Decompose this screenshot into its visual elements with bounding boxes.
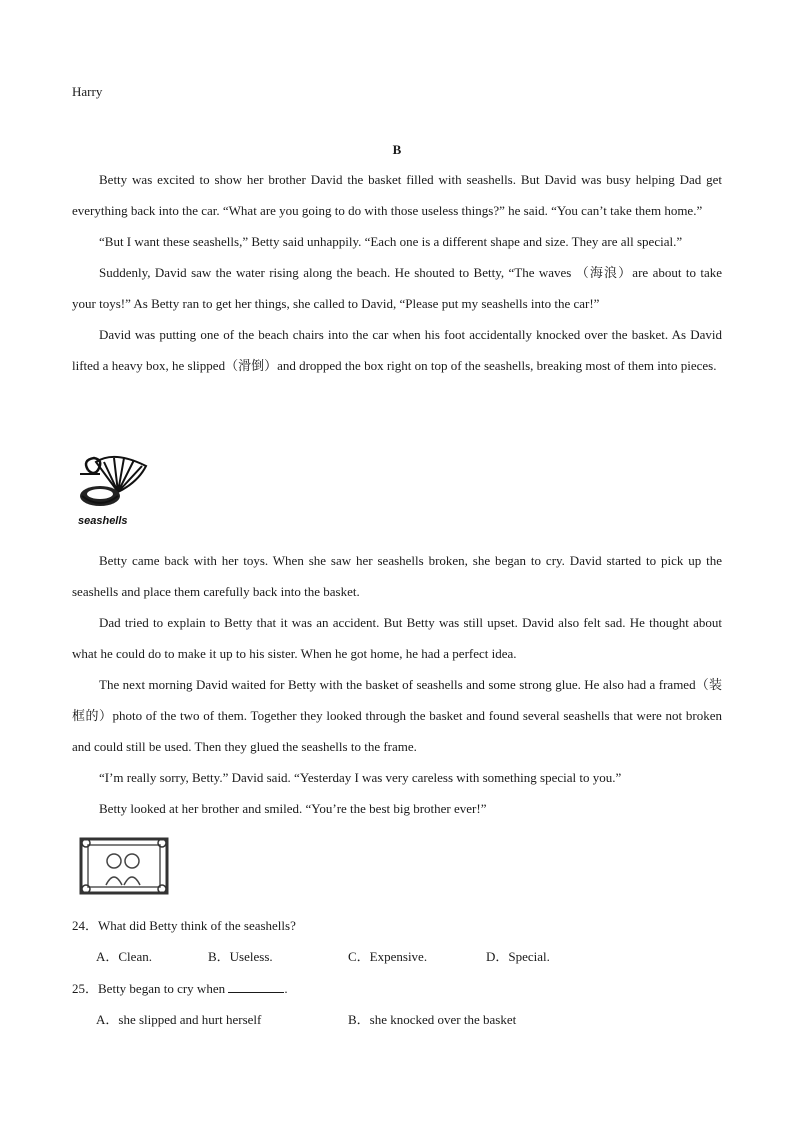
image-caption: seashells [78, 515, 128, 527]
seashells-icon [74, 452, 154, 530]
answer-blank[interactable] [228, 980, 284, 993]
option-letter: B． [208, 949, 230, 964]
paragraph: David was putting one of the beach chairs into the car when his foot accidentally knocked over the basket. As David lifted a heavy box, he slipped（滑倒）and dropped the box right on top of the seashells, breaking most of them into pieces. [72, 327, 722, 373]
question-text: What did Betty think of the seashells? [98, 918, 296, 933]
photo-frame-icon [78, 833, 170, 899]
question-number: 25． [72, 981, 99, 996]
option-letter: D． [486, 949, 509, 964]
paragraph: Suddenly, David saw the water rising along the beach. He shouted to Betty, “The waves （海浪）are about to take your toys!” As Betty ran to get her things, she called to David, “Please put my seashells into the car!” [72, 265, 722, 311]
paragraph: “I’m really sorry, Betty.” David said. “Yesterday I was very careless with something special to you.” [99, 770, 622, 785]
option-text: she knocked over the basket [369, 1012, 517, 1027]
paragraph: Betty came back with her toys. When she saw her seashells broken, she began to cry. David started to pick up the seashells and place them carefully back into the basket. [72, 553, 722, 599]
option-text: Useless. [229, 949, 273, 964]
question-25 [72, 978, 288, 997]
question-24-option-c[interactable] [348, 946, 427, 965]
paragraph: “But I want these seashells,” Betty said unhappily. “Each one is a different shape and size. They are all special.” [99, 234, 683, 249]
framed-photo-illustration [78, 833, 170, 899]
paragraph: Betty was excited to show her brother David the basket filled with seashells. But David was busy helping Dad get everything back into the car. “What are you going to do with those useless things?” he said. “You can’t take them home.” [72, 172, 722, 218]
question-24-option-a[interactable] [96, 946, 152, 965]
option-text: Special. [508, 949, 550, 964]
option-text: she slipped and hurt herself [118, 1012, 262, 1027]
paragraph: The next morning David waited for Betty with the basket of seashells and some strong glue. He also had a framed（装框的）photo of the two of them. Together they looked through the basket and found several seashells that were not broken and could still be used. Then they glued the seashells to the frame. [72, 677, 722, 754]
passage-part-2 [72, 545, 722, 824]
question-24-option-b[interactable] [208, 946, 273, 965]
section-heading: B [392, 142, 402, 157]
letter-signoff: Harry [72, 84, 103, 99]
question-text-end: . [284, 981, 288, 996]
option-letter: B． [348, 1012, 370, 1027]
question-25-option-b[interactable] [348, 1009, 516, 1028]
paragraph: Betty looked at her brother and smiled. “You’re the best big brother ever!” [99, 801, 487, 816]
option-letter: A． [96, 1012, 119, 1027]
option-text: Expensive. [369, 949, 428, 964]
question-text: Betty began to cry when [98, 981, 226, 996]
seashells-illustration [74, 452, 154, 530]
option-letter: A． [96, 949, 119, 964]
passage-part-1 [72, 164, 722, 381]
question-24-option-d[interactable] [486, 946, 550, 965]
option-letter: C． [348, 949, 370, 964]
paragraph: Dad tried to explain to Betty that it was an accident. But Betty was still upset. David also felt sad. He thought about what he could do to make it up to his sister. When he got home, he had a perfect idea. [72, 615, 722, 661]
option-text: Clean. [118, 949, 152, 964]
question-24 [72, 915, 296, 934]
question-25-option-a[interactable] [96, 1009, 261, 1028]
question-number: 24． [72, 918, 99, 933]
